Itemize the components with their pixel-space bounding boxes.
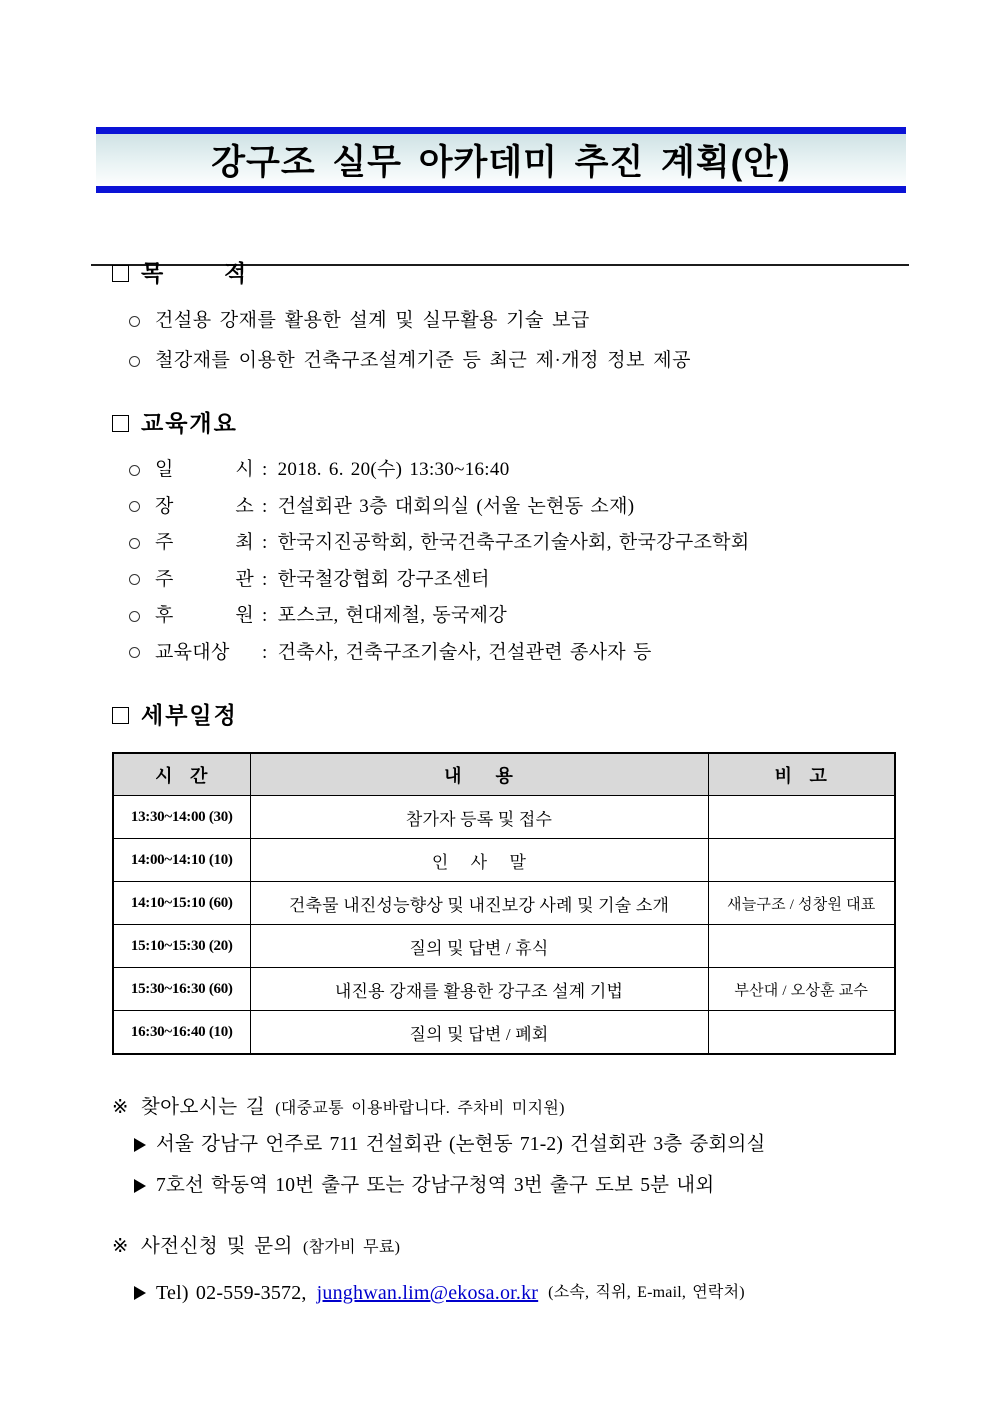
phone-number: Tel) 02-559-3572, bbox=[156, 1282, 307, 1304]
purpose-item-text: 철강재를 이용한 건축구조설계기준 등 최근 제·개정 정보 제공 bbox=[155, 350, 691, 371]
application-heading-note: (참가비 무료) bbox=[302, 1239, 401, 1256]
content-cell: 인 사 말 bbox=[250, 839, 708, 882]
email-link[interactable]: junghwan.lim@ekosa.or.kr bbox=[316, 1282, 539, 1304]
purpose-list bbox=[112, 301, 898, 381]
hollow-circle-icon bbox=[129, 465, 140, 476]
overview-value: 2018. 6. 20(수) 13:30~16:40 bbox=[277, 459, 510, 480]
list-item bbox=[112, 525, 898, 562]
directions-heading-label: 찾아오시는 길 bbox=[140, 1097, 266, 1118]
overview-value: 건설회관 3층 대회의실 (서울 논현동 소재) bbox=[277, 495, 635, 517]
overview-separator: : bbox=[262, 605, 268, 626]
banner-body bbox=[96, 134, 906, 186]
time-cell: 15:10~15:30 (20) bbox=[113, 925, 250, 968]
hollow-circle-icon bbox=[129, 501, 140, 512]
purpose-item-text: 건설용 강재를 활용한 설계 및 실무활용 기술 보급 bbox=[155, 310, 590, 331]
overview-label: 교육대상 bbox=[155, 641, 230, 663]
content-cell: 내진용 강재를 활용한 강구조 설계 기법 bbox=[250, 968, 708, 1011]
remark-cell: 새늘구조 / 성창원 대표 bbox=[708, 882, 895, 925]
list-item bbox=[112, 489, 898, 526]
hollow-circle-icon bbox=[129, 574, 140, 585]
overview-heading bbox=[112, 408, 898, 438]
schedule-heading bbox=[112, 700, 898, 730]
remark-cell: 부산대 / 오상훈 교수 bbox=[708, 968, 895, 1011]
list-item bbox=[112, 452, 898, 489]
table-header-row bbox=[113, 753, 895, 796]
directions-item-text: 서울 강남구 언주로 711 건설회관 (논현동 71-2) 건설회관 3층 중회의실 bbox=[156, 1134, 766, 1155]
hollow-square-icon bbox=[112, 265, 129, 282]
table-row bbox=[113, 1011, 895, 1055]
directions-heading bbox=[112, 1093, 898, 1124]
directions-heading-note: (대중교통 이용바랍니다. 주차비 미지원) bbox=[275, 1100, 565, 1117]
reference-mark-icon: ※ bbox=[112, 1097, 129, 1118]
hollow-circle-icon bbox=[129, 538, 140, 549]
list-item bbox=[112, 1166, 898, 1206]
list-item bbox=[112, 1125, 898, 1165]
table-row bbox=[113, 882, 895, 925]
overview-list bbox=[112, 452, 898, 671]
hollow-circle-icon bbox=[129, 316, 140, 327]
overview-value: 포스코, 현대제철, 동국제강 bbox=[277, 605, 507, 626]
hollow-square-icon bbox=[112, 707, 129, 724]
table-row bbox=[113, 968, 895, 1011]
purpose-heading bbox=[112, 258, 898, 288]
purpose-section bbox=[112, 258, 898, 381]
overview-separator: : bbox=[262, 532, 268, 553]
overview-separator: : bbox=[262, 568, 268, 590]
remark-cell bbox=[708, 925, 895, 968]
list-item bbox=[112, 301, 898, 341]
list-item bbox=[112, 562, 898, 599]
column-header-content: 내 용 bbox=[250, 753, 708, 796]
time-cell: 14:00~14:10 (10) bbox=[113, 839, 250, 882]
banner-bottom-bar bbox=[96, 186, 906, 193]
list-item bbox=[112, 341, 898, 381]
overview-separator: : bbox=[262, 495, 268, 517]
remark-cell bbox=[708, 796, 895, 839]
table-row bbox=[113, 839, 895, 882]
overview-label: 후 원 bbox=[155, 605, 254, 626]
time-cell: 13:30~14:00 (30) bbox=[113, 796, 250, 839]
time-cell: 15:30~16:30 (60) bbox=[113, 968, 250, 1011]
overview-value: 한국철강협회 강구조센터 bbox=[277, 568, 490, 590]
overview-label: 주 최 bbox=[155, 532, 254, 553]
application-heading bbox=[112, 1232, 898, 1263]
overview-separator: : bbox=[262, 459, 268, 480]
remark-cell bbox=[708, 1011, 895, 1055]
list-item bbox=[112, 635, 898, 672]
application-section bbox=[112, 1232, 898, 1313]
column-header-time: 시 간 bbox=[113, 753, 250, 796]
remark-cell bbox=[708, 839, 895, 882]
overview-section bbox=[112, 408, 898, 671]
page-title: 강구조 실무 아카데미 추진 계획(안) bbox=[211, 143, 791, 182]
overview-value: 한국지진공학회, 한국건축구조기술사회, 한국강구조학회 bbox=[277, 532, 750, 553]
overview-label: 주 관 bbox=[155, 568, 254, 590]
hollow-circle-icon bbox=[129, 611, 140, 622]
right-triangle-icon bbox=[134, 1179, 146, 1193]
reference-mark-icon: ※ bbox=[112, 1236, 129, 1257]
time-cell: 14:10~15:10 (60) bbox=[113, 882, 250, 925]
content-cell: 질의 및 답변 / 폐회 bbox=[250, 1011, 708, 1055]
schedule-section bbox=[112, 700, 898, 1055]
schedule-table bbox=[112, 752, 896, 1055]
contact-row bbox=[112, 1273, 898, 1313]
content-cell: 질의 및 답변 / 휴식 bbox=[250, 925, 708, 968]
content-cell: 참가자 등록 및 접수 bbox=[250, 796, 708, 839]
column-header-remark: 비 고 bbox=[708, 753, 895, 796]
overview-heading-label: 교육개요 bbox=[141, 410, 238, 436]
hollow-circle-icon bbox=[129, 647, 140, 658]
overview-label: 일 시 bbox=[155, 459, 254, 480]
schedule-heading-label: 세부일정 bbox=[141, 702, 238, 728]
contact-note: (소속, 직위, E-mail, 연락처) bbox=[548, 1284, 745, 1301]
time-cell: 16:30~16:40 (10) bbox=[113, 1011, 250, 1055]
directions-item-text: 7호선 학동역 10번 출구 또는 강남구청역 3번 출구 도보 5분 내외 bbox=[156, 1175, 715, 1196]
right-triangle-icon bbox=[134, 1286, 146, 1300]
table-row bbox=[113, 925, 895, 968]
hollow-square-icon bbox=[112, 415, 129, 432]
title-banner bbox=[96, 127, 906, 193]
hollow-circle-icon bbox=[129, 356, 140, 367]
content-cell: 건축물 내진성능향상 및 내진보강 사례 및 기술 소개 bbox=[250, 882, 708, 925]
overview-value: 건축사, 건축구조기술사, 건설관련 종사자 등 bbox=[277, 641, 652, 663]
table-row bbox=[113, 796, 895, 839]
application-heading-label: 사전신청 및 문의 bbox=[140, 1236, 293, 1257]
right-triangle-icon bbox=[134, 1138, 146, 1152]
purpose-heading-label: 목 적 bbox=[141, 260, 249, 286]
overview-separator: : bbox=[262, 641, 268, 663]
overview-label: 장 소 bbox=[155, 495, 254, 517]
list-item bbox=[112, 598, 898, 635]
banner-top-bar bbox=[96, 127, 906, 134]
directions-section bbox=[112, 1093, 898, 1206]
